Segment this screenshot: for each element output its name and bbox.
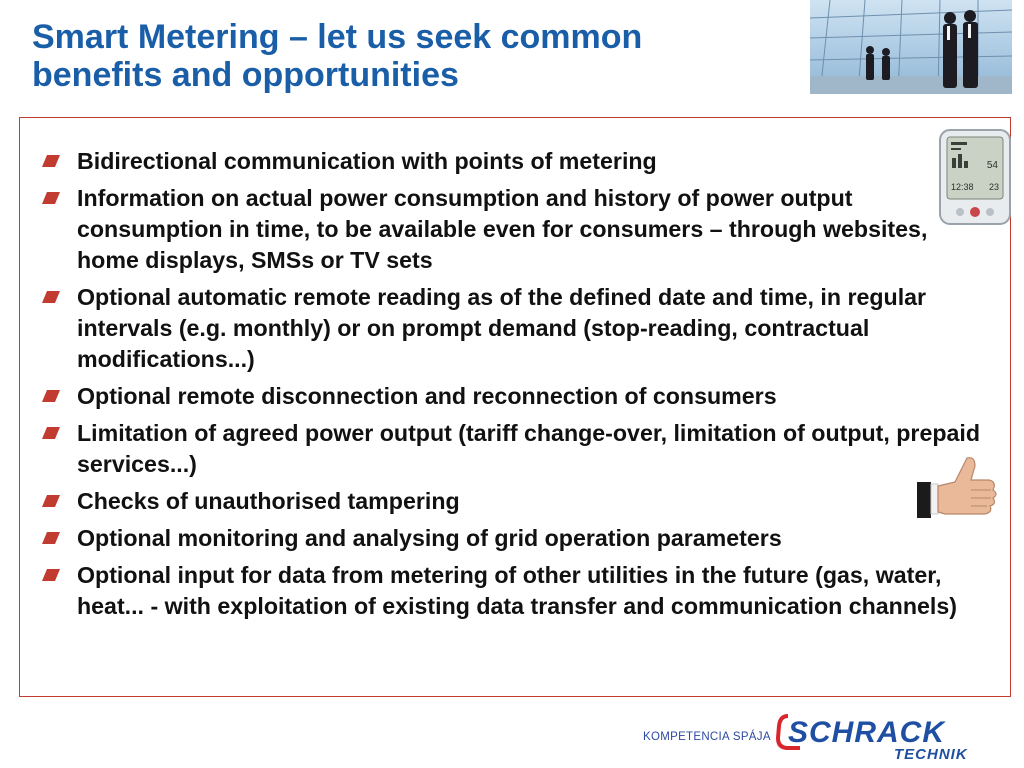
bullet-item: Information on actual power consumption and history of power output consumption in time, to be available even for consumers – through websites, home displays, SMSs or TV sets (77, 183, 992, 276)
bullet-item: Checks of unauthorised tampering (77, 486, 992, 517)
bullet-item: Optional monitoring and analysing of grid operation parameters (77, 523, 992, 554)
thumbs-up-icon (915, 454, 999, 520)
bullet-marker-icon (42, 569, 60, 581)
smart-meter-display-icon (938, 128, 1012, 226)
bullet-marker-icon (42, 427, 60, 439)
meter-right-value: 23 (988, 182, 999, 192)
meter-left-value: 12:38 (951, 182, 974, 192)
bullet-item: Optional input for data from metering of other utilities in the future (gas, water, heat... - with exploitation of existing data transfer and communication channels) (77, 560, 992, 622)
title-line-2: benefits and opportunities (32, 56, 459, 94)
bullet-marker-icon (42, 532, 60, 544)
bullet-marker-icon (42, 192, 60, 204)
business-people-photo (810, 0, 1012, 94)
bullet-marker-icon (42, 495, 60, 507)
bullet-marker-icon (42, 155, 60, 167)
bullet-marker-icon (42, 291, 60, 303)
bullet-marker-icon (42, 390, 60, 402)
meter-top-value: 54 (986, 160, 998, 171)
bullet-item: Bidirectional communication with points of metering (77, 146, 992, 177)
logo-word-1: SCHRACK (788, 716, 945, 749)
title-line-1: Smart Metering – let us seek common (32, 18, 643, 56)
slide-title (32, 18, 792, 94)
bullet-list (77, 146, 992, 628)
bullet-item: Optional remote disconnection and reconnection of consumers (77, 381, 992, 412)
bullet-item: Limitation of agreed power output (tariff change-over, limitation of output, prepaid services...) (77, 418, 992, 480)
schrack-technik-logo (776, 708, 1006, 763)
bullet-item: Optional automatic remote reading as of the defined date and time, in regular intervals (e.g. monthly) or on prompt demand (stop-reading, contractual modifications...) (77, 282, 992, 375)
logo-word-2: TECHNIK (894, 746, 968, 763)
footer-tagline: KOMPETENCIA SPÁJA (643, 731, 771, 743)
